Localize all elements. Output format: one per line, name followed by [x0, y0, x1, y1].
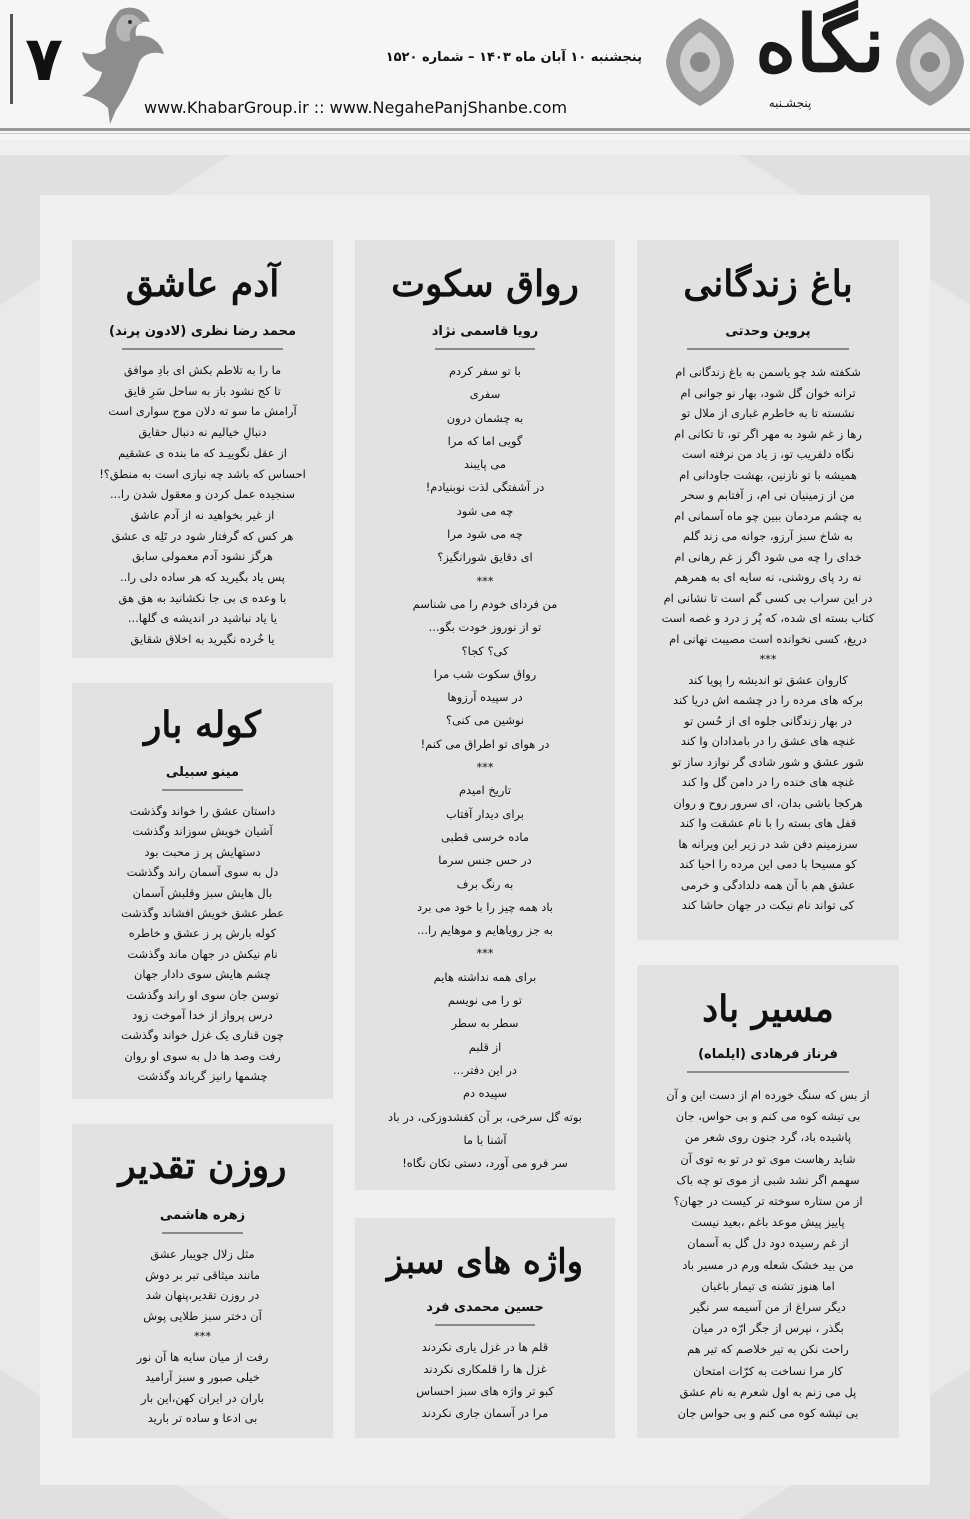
poem-author: مینو سبیلی — [165, 765, 240, 780]
poem-line: هرکجا باشی بدان، ای سرور روح و روان — [673, 795, 863, 810]
poem-lines — [637, 362, 899, 916]
poem-line: آرامش ما سو ته دلان موج سواری است — [108, 404, 297, 419]
poem-line: بگذر ، نپرس از جگر ارّه در میان — [692, 1321, 844, 1336]
masthead-subtitle: پنجشـنبه — [768, 96, 812, 110]
poem-line: رفت وصد ها دل به سوی او روان — [124, 1048, 281, 1063]
poem-line: دیگر سراغ از من آسیمه سر نگیر — [690, 1300, 846, 1315]
poem-line: غنچه های عشق را در بامدادان وا کند — [680, 734, 856, 748]
poem-line: مانند میثاقی تبر بر دوش — [145, 1267, 260, 1282]
poem-line: راحت نکن به تیر خلاصم که تیر هم — [687, 1342, 849, 1357]
poem-line: کبو تر واژه های سبز احساس — [416, 1384, 554, 1398]
header-divider — [0, 128, 970, 131]
poem-line: چشم هایش سوی دادار جهان — [134, 967, 271, 982]
poem-line: چه می شود — [456, 503, 514, 518]
poem-line: باد همه چیز را با خود می برد — [417, 899, 553, 914]
author-underline — [162, 789, 243, 791]
poem-line: از غیر بخواهید نه از آدم عاشق — [130, 507, 275, 522]
stanza-separator: *** — [476, 573, 494, 588]
poem-line: کار مرا نساخت به کرّات امتحان — [693, 1363, 843, 1378]
poem-line: هرگز نشود آدم معمولی سابق — [132, 549, 273, 564]
poem-line: ماده خرسی قطبی — [441, 829, 529, 844]
stanza-separator: *** — [476, 946, 494, 961]
poem-line: در بهار زندگانی جلوه ای از حُسن تو — [684, 713, 852, 728]
poem-line: از غم رسیده دود دل گل به آسمان — [687, 1236, 849, 1251]
poem-line: خیلی صبور و سبز آرامید — [145, 1370, 260, 1384]
poem-title: روزن تقدیر — [118, 1145, 287, 1187]
poem-line: قلم ها در غزل یاری نکردند — [421, 1340, 549, 1354]
poem-line: چه می شود مرا — [447, 527, 523, 542]
poem-panel-bagh — [637, 240, 899, 940]
poem-line: دنبالِ خیالیم نه دنبال حقایق — [138, 425, 267, 440]
poem-line: عطر عشق خویش افشاند وگذشت — [120, 906, 284, 921]
page-header — [0, 0, 970, 140]
poem-line: می پایبند — [464, 457, 506, 472]
author-underline — [162, 1232, 243, 1234]
masthead-title: نگاه — [755, 0, 885, 90]
poem-line: سپیده دم — [462, 1086, 508, 1101]
poem-line: دستهایش پر ز محبت بود — [144, 844, 261, 859]
poem-line: نام نیکش در جهان ماند وگذشت — [127, 946, 278, 961]
poem-line: رفت از میان سایه ها آن نور — [136, 1349, 269, 1364]
poem-line: از قلبم — [468, 1039, 502, 1054]
poem-author: حسین محمدی فرد — [426, 1300, 544, 1315]
poem-panel-revagh — [355, 240, 615, 1190]
author-underline — [122, 348, 283, 350]
poem-line: چون قناری یک غزل خواند وگذشت — [121, 1028, 284, 1043]
poem-line: باران در ایران کهن،این بار — [140, 1390, 265, 1405]
poem-line: کو مسیحا با دمی این مرده را احیا کند — [679, 857, 857, 871]
poem-line: غزل ها را قلمکاری نکردند — [423, 1362, 547, 1376]
poem-line: تاریخ امیدم — [458, 783, 512, 798]
poem-line: رواق سکوت شب مرا — [433, 666, 537, 681]
poem-line: غنچه های خنده را در دامن گل وا کند — [681, 775, 855, 789]
poem-panel-masir — [637, 965, 899, 1438]
poem-line: شاید رهاست موی تو در تو به توی آن — [680, 1151, 856, 1166]
poem-title: واژه های سبز — [386, 1242, 584, 1282]
poem-author: محمد رضا نظری (لادون پرند) — [109, 324, 296, 339]
poem-line: بی ادعا و ساده تر بارید — [147, 1411, 258, 1425]
poem-line: آن دختر سبز طلایی پوش — [143, 1308, 262, 1323]
poem-line: ما را به تلاطم بکش ای بادِ موافق — [123, 363, 282, 377]
poem-line: تو از نوروز خودت بگو... — [428, 620, 542, 635]
poem-line: آشیان خویش سوزاند وگذشت — [132, 824, 273, 839]
poem-line: سرزمینم دفن شد در زیر این ویرانه ها — [678, 836, 858, 851]
poem-line: به رنگ برف — [456, 876, 514, 891]
poem-line: از بس که سنگ خورده ام از دست این و آن — [666, 1088, 870, 1102]
poem-line: یا خُرده نگیرید به اخلاق شقایق — [130, 632, 275, 647]
poem-line: در حس جنس سرما — [438, 853, 532, 868]
poem-title: آدم عاشق — [125, 263, 280, 305]
poem-line: بی تیشه کوه می کنم و بی حواس، جان — [675, 1109, 861, 1124]
poem-line: یا یاد نباشید در اندیشه ی گلها... — [127, 611, 278, 626]
poem-line: در هوای تو اطراق می کنم! — [420, 736, 550, 751]
website-urls[interactable]: www.KhabarGroup.ir :: www.NegahePanjShanbe.com — [144, 98, 568, 117]
author-underline — [687, 1071, 849, 1073]
poem-line: درس پرواز از خدا آموخت زود — [132, 1008, 273, 1023]
stanza-separator: *** — [759, 652, 777, 666]
poem-line: کی تواند نام نیکت در جهان حاشا کند — [681, 898, 855, 912]
poem-line: عشق هم با آن همه دلدادگی و خرمی — [680, 877, 856, 892]
poem-line: رها ز غم شود به مهر اگر تو، تا تکانی ام — [674, 426, 862, 441]
poem-lines — [355, 360, 615, 1175]
poem-line: داستان عشق را خواند وگذشت — [129, 804, 276, 818]
poem-line: در این دفتر... — [453, 1062, 517, 1077]
poem-panel-vazheh — [355, 1218, 615, 1438]
poem-line: احساس که باشد چه نیازی است به منطق؟! — [99, 466, 306, 481]
poem-line: در این سراب بی کسی گم است تا نشانی ام — [663, 590, 873, 605]
poem-line: سهمم اگر نشد شبی از موی تو چه باک — [676, 1172, 860, 1187]
poem-lines — [637, 1085, 899, 1424]
poem-line: با وعده ی بی جا نکشانید به هق هق — [118, 590, 287, 605]
poem-author: پروین وحدتی — [725, 324, 811, 339]
poem-line: شکفته شد چو یاسمن به باغ زندگانی ام — [675, 365, 861, 379]
poem-line: برای همه نداشته هایم — [433, 969, 537, 984]
poem-line: تا کج نشود باز به ساحل سَرِ قایق — [124, 383, 281, 398]
stanza-separator: *** — [193, 1329, 212, 1343]
issue-date-line: پنجشنبه ۱۰ آبان ماه ۱۴۰۳ – شماره ۱۵۲۰ — [385, 50, 642, 65]
poem-lines — [72, 801, 333, 1087]
poem-title: رواق سکوت — [391, 263, 579, 305]
poem-line: پل می زنم به اول شعرم به نام عشق — [679, 1384, 857, 1399]
poem-author: فرناز فرهادی (ایلماه) — [698, 1047, 838, 1062]
poem-line: کوله بارش پر ز عشق و خاطره — [128, 926, 277, 941]
poem-panel-adam — [72, 240, 333, 658]
poem-line: به چشم مردمان ببین چو ماه آسمانی ام — [674, 508, 862, 523]
poem-author: رویا قاسمی نژاد — [431, 324, 539, 339]
stanza-separator: *** — [476, 760, 494, 775]
poem-line: پاییز پیش موعد باغم ،بعید نیست — [691, 1215, 845, 1230]
poem-line: ترانه خوان گل شود، بهار نو جوانی ام — [680, 385, 856, 400]
poem-line: بی تیشه کوه می کنم و بی حواس جان — [677, 1406, 859, 1421]
poem-line: نوشین می کنی؟ — [446, 713, 524, 728]
page-number: ۷ — [25, 22, 63, 95]
poem-line: شور عشق و شور شادی گر نوازد ساز تو — [672, 754, 864, 769]
poem-line: سنجیده عمل کردن و معقول شدن را... — [109, 487, 296, 502]
poem-line: کتاب بسته ای شده، که پُر ز درد و غصه است — [661, 611, 875, 625]
poem-line: بال هایش سبز وقلبش آسمان — [132, 885, 273, 900]
poem-line: من از زمینیان نی ام، ز آفتابم و سحر — [681, 488, 855, 502]
author-underline — [435, 1324, 535, 1326]
poem-line: همیشه با تو نازنین، بهشت جاودانی ام — [679, 467, 857, 482]
poem-lines — [355, 1336, 615, 1424]
poem-line: چشمها رانیز گریاند وگذشت — [137, 1069, 268, 1084]
poem-line: مثل زلال جویبار عشق — [150, 1247, 255, 1261]
poem-line: بوته گل سرخی، بر آن کفشدوزکی، در باد — [388, 1109, 582, 1124]
poem-panel-rouzan — [72, 1124, 333, 1438]
header-divider-thin — [0, 133, 970, 134]
author-underline — [435, 348, 535, 350]
poem-line: در آشفتگی لذت نوبنیادم! — [425, 480, 545, 495]
poem-line: در روزن تقدیر،پنهان شد — [145, 1288, 260, 1302]
poem-line: به جز رویاهایم و موهایم را... — [417, 923, 553, 938]
poem-line: مرا در آسمان جاری نکردند — [421, 1406, 549, 1420]
poem-line: سطر به سطر — [451, 1016, 519, 1031]
poem-author: زهره هاشمی — [159, 1208, 246, 1223]
poem-line: من فردای خودم را می شناسم — [412, 596, 558, 611]
poem-line: نه رد پای روشنی، نه سایه ای به همرهم — [674, 570, 862, 584]
poem-line: نگاه دلفریب تو، ز یاد من نرفته است — [681, 447, 855, 461]
poem-line: پس یاد بگیرید که هر ساده دلی را.. — [120, 570, 285, 585]
poem-title: باغ زندگانی — [683, 263, 853, 305]
poem-line: کی؟ کجا؟ — [461, 643, 509, 658]
poem-line: خدای را چه می شود اگر ز غم رهانی ام — [674, 549, 862, 564]
poem-title: مسیر باد — [702, 988, 834, 1030]
poem-line: با تو سفر کردم — [449, 364, 521, 378]
poem-line: کاروان عشق تو اندیشه را پویا کند — [688, 672, 848, 687]
poem-line: آشنا با ما — [463, 1132, 507, 1147]
poem-line: ای دقایق شورانگیز؟ — [437, 550, 533, 565]
poem-line: سفری — [469, 387, 501, 402]
poem-line: در سپیده آرزوها — [447, 690, 523, 705]
poem-line: برای دیدار آفتاب — [446, 806, 524, 821]
ornament-left-icon — [660, 14, 740, 110]
poem-line: به چشمان درون — [446, 410, 524, 425]
poem-lines — [72, 1244, 333, 1429]
poem-line: اما هنوز تشنه ی تیمار باغبان — [701, 1278, 835, 1293]
poem-line: به شاخ سبز آرزو، جوانه می زند گلم — [683, 529, 853, 543]
poem-line: هر کس که گرفتار شود در تَلِه ی عشق — [111, 528, 294, 543]
poem-line: از من ستاره سوخته تر کیست در جهان؟ — [673, 1194, 863, 1209]
poem-lines — [72, 360, 333, 650]
author-underline — [687, 348, 849, 350]
poem-line: پاشیده باد، گرد جنون روی شعر من — [684, 1130, 852, 1145]
poem-panel-kouleh — [72, 683, 333, 1099]
poem-line: گویی اما که مرا — [447, 433, 523, 448]
poem-line: برکه های مرده را در چشمه اش دریا کند — [672, 693, 864, 707]
poem-line: از عقل نگوییـد که ما بنده ی عشقیم — [118, 445, 287, 460]
poem-line: سر فرو می آورد، دستی تکان نگاه! — [402, 1156, 568, 1171]
poem-line: نشسته تا به خاطرم غباری از ملال تو — [681, 406, 855, 420]
poem-line: توسن جان سوی او راند وگذشت — [126, 987, 279, 1002]
poem-line: من بید خشک شعله ورم در مسیر باد — [682, 1257, 854, 1272]
poem-line: دریغ، کسی نخوانده است مصیبت نهانی ام — [669, 631, 867, 646]
poem-title: کوله بار — [144, 704, 261, 746]
poem-line: تو را می نویسم — [447, 993, 523, 1008]
poem-line: قفل های بسته را با نام عشقت وا کند — [679, 816, 857, 830]
poem-line: دل به سوی آسمان راند وگذشت — [126, 865, 279, 880]
